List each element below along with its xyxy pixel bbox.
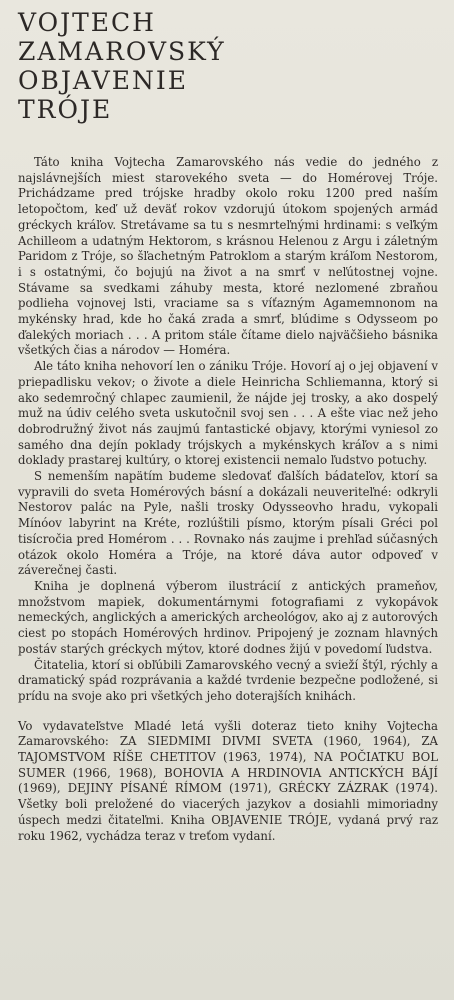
paragraph-5: Čitatelia, ktorí si obľúbili Zamarovského vecný a svieží štýl, rýchly a dramatický spád rozprávania a každé tvrdenie bezpečne podložené, si prídu na svoje ako pri všetkých jeho doterajších knihách.	[18, 657, 438, 703]
author-last-name: ZAMAROVSKÝ	[18, 37, 226, 66]
publisher-note: Vo vydavateľstve Mladé letá vyšli doteraz tieto knihy Vojtecha Zamarovského: ZA SIEDMIMI DIVMI SVETA (1960, 1964), ZA TAJOMSTVOM RÍŠE CHETITOV (1963, 1974), NA POČIATKU BOL SUMER (1966, 1968), BOHOVIA A HRDINOVIA ANTICKÝCH BÁJÍ (1969), DEJINY PÍSANÉ RÍMOM (1971), GRÉCKY ZÁZRAK (1974). Všetky boli preložené do viacerých jazykov a dosiahli mimoriadny úspech medzi čitateľmi. Kniha OBJAVENIE TRÓJE, vydaná prvý raz roku 1962, vychádza teraz v treťom vydaní.	[18, 718, 438, 843]
blurb-text	[18, 155, 438, 844]
title-word-1: OBJAVENIE	[18, 66, 189, 95]
publisher-note-block	[18, 719, 438, 845]
author-first-name: VOJTECH	[18, 8, 156, 37]
paragraph-1: Táto kniha Vojtecha Zamarovského nás vedie do jedného z najslávnejších miest starovekého sveta — do Homérovej Tróje. Prichádzame pred trójske hradby okolo roku 1200 pred naším letopočtom, keď už deväť rokov vzdorujú útokom spojených armád gréckych kráľov. Stretávame sa tu s nesmrteľnými hrdinami: s veľkým Achilleom a udatným Hektorom, s krásnou Helenou z Argu i záletným Paridom z Tróje, so šľachetným Patroklom a starým kráľom Nestorom, i s ostatnými, čo bojujú na život a na smrť v neľútostnej vojne. Stávame sa svedkami záhuby mesta, ktoré nezlomené zbraňou podlieha vojnovej lsti, vraciame sa s víťazným Agamemnonom na mykénsky hrad, kde ho čaká zrada a smrť, blúdime s Odysseom po ďalekých moriach . . . A pritom stále čítame dielo najväčšieho básnika všetkých čias a národov — Homéra.	[18, 155, 438, 358]
book-title	[18, 8, 348, 124]
paragraph-4: Kniha je doplnená výberom ilustrácií z antických prameňov, množstvom mapiek, dokumentárnymi fotografiami z vykopávok nemeckých, anglických a amerických archeológov, ako aj z autorových ciest po stopách Homérových hrdinov. Pripojený je zoznam hlavných postáv starých gréckych mýtov, ktoré dodnes žijú v povedomí ľudstva.	[18, 578, 438, 656]
paragraph-3: S nemenším napätím budeme sledovať ďalších bádateľov, ktorí sa vypravili do sveta Homérových básní a dokázali neuveriteľné: odkryli Nestorov palác na Pyle, našli trosky Odysseovho hradu, vykopali Mínóov labyrint na Kréte, rozlúštili písmo, ktorým písali Gréci pol tisícročia pred Homérom . . . Rovnako nás zaujme i prehľad súčasných otázok okolo Homéra a Tróje, na ktoré dáva autor odpoveď v záverečnej časti.	[18, 469, 438, 578]
title-word-2: TRÓJE	[18, 95, 113, 124]
paragraph-2: Ale táto kniha nehovorí len o zániku Tróje. Hovorí aj o jej objavení v priepadlisku vekov; o živote a diele Heinricha Schliemanna, ktorý si ako sedemročný chlapec zaumienil, že nájde jej trosky, a ako dospelý muž na údiv celého sveta uskutočnil svoj sen . . . A ešte viac než jeho dobrodružný život nás zaujmú fantastické objavy, ktorými vyniesol zo samého dna dejín poklady trójskych a mykénskych kráľov a s nimi doklady prastarej kultúry, o ktorej existencii nemalo ľudstvo potuchy.	[18, 359, 438, 468]
